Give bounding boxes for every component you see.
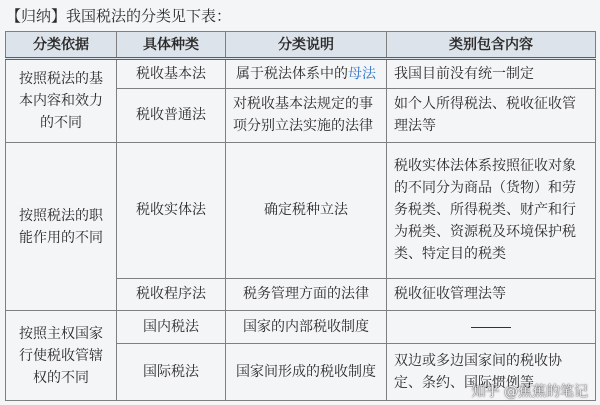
contents-cell: 税收实体法体系按照征收对象的不同分为商品（货物）和劳务税类、所得税类、财产和行为税类、资源税及环境保护税类、特定目的税类 xyxy=(387,143,596,278)
highlight-term: 母法 xyxy=(348,65,376,82)
table-row xyxy=(6,311,596,344)
kind-cell: 国际税法 xyxy=(117,344,226,401)
description-cell xyxy=(226,59,387,89)
description-text: 属于税法体系中的 xyxy=(236,65,348,82)
description-cell: 国家的内部税收制度 xyxy=(226,311,387,344)
header-kind: 具体种类 xyxy=(117,32,226,59)
kind-cell: 税收程序法 xyxy=(117,278,226,311)
table-header-row xyxy=(6,32,596,59)
heading-text: 我国税法的分类见下表： xyxy=(66,7,232,25)
header-basis: 分类依据 xyxy=(6,32,117,59)
contents-cell: 如个人所得税法、税收征收管理法等 xyxy=(387,88,596,143)
heading-bracket-close: 】 xyxy=(51,7,67,25)
kind-cell: 税收实体法 xyxy=(117,143,226,278)
heading-bracket-open: 【 xyxy=(6,7,22,25)
watermark: 知乎 @蕉蕉的笔记 xyxy=(471,384,588,400)
description-cell: 对税收基本法规定的事项分别立法实施的法律 xyxy=(226,88,387,143)
contents-cell: 我国目前没有统一制定 xyxy=(387,59,596,89)
contents-cell: 双边或多边国家间的税收协定、条约、国际惯例等 xyxy=(387,344,596,401)
kind-cell: 国内税法 xyxy=(117,311,226,344)
contents-cell: 税收征收管理法等 xyxy=(387,278,596,311)
basis-cell-content-effect: 按照税法的基本内容和效力的不同 xyxy=(6,59,117,143)
kind-cell: 税收普通法 xyxy=(117,88,226,143)
heading-label: 归纳 xyxy=(21,7,52,25)
header-contents: 类别包含内容 xyxy=(387,32,596,59)
header-description: 分类说明 xyxy=(226,32,387,59)
dash-mark xyxy=(471,327,511,328)
description-cell: 确定税种立法 xyxy=(226,143,387,278)
table-row xyxy=(6,59,596,89)
basis-cell-jurisdiction: 按照主权国家行使税收管辖权的不同 xyxy=(6,311,117,401)
table-row xyxy=(6,143,596,278)
kind-cell: 税收基本法 xyxy=(117,59,226,89)
summary-heading xyxy=(6,3,231,29)
description-cell: 税务管理方面的法律 xyxy=(226,278,387,311)
basis-cell-function: 按照税法的职能作用的不同 xyxy=(6,143,117,311)
tax-law-classification-table xyxy=(5,31,596,401)
description-cell: 国家间形成的税收制度 xyxy=(226,344,387,401)
contents-cell-empty xyxy=(387,311,596,344)
